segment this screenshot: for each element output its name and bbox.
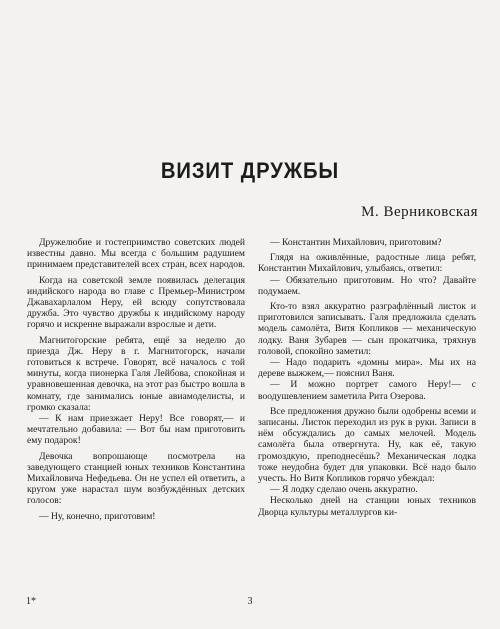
paragraph: Когда на советской земле появилась делегация индийского народа во главе с Премьер-Министром Джавахарлалом Неру, ей всюду сопутствовала дружба. Это чувство дружбы к индийскому народу горячо и искренне выражали взрослые и дети. [27,274,245,331]
paragraph: Кто-то взял аккуратно разграфлённый листок и приготовился записывать. Галя предложила сделать модель самолёта, Витя Копликов — механическую лодку. Ваня Зубарев — сын прокатчика, тряхнув головой, спокойно заметил: [258,301,476,357]
paragraph: Глядя на оживлённые, радостные лица ребят, Константин Михайлович, улыбаясь, ответил: [258,252,476,275]
printer-signature-mark: 1* [26,596,36,607]
left-text-column [27,237,245,522]
paragraph: Дружелюбие и гостеприимство советских людей известны давно. Мы всегда с большим радушием принимаем представителей всех стран, всех народов. [27,237,246,271]
paragraph: Магнитогорские ребята, ещё за неделю до приезда Дж. Неру в г. Магнитогорск, начали готовиться к встрече. Говорят, всё началось с той минуты, когда пионерка Галя Лейбова, спокойная и уравновешенная девочка, на этот раз быстро вошла в комнату, где занимались юные авиамоделисты, и громко сказала: [27,334,245,413]
paragraph: Девочка вопрошающе посмотрела на заведующего станцией юных техников Константина Михайловича Нефедьева. Он не успел ей ответить, а кругом уже нарастал шум возбуждённых детских голосов: [27,450,245,507]
right-text-column [258,237,476,518]
article-author: М. Верниковская [361,204,478,220]
paragraph: — К нам приезжает Неру! Все говорят,— и мечтательно добавила: — Вот бы нам приготовить ему подарок! [27,413,245,447]
paragraph: — Надо подарить «домны мира». Мы их на дереве выжжем,— пояснил Ваня. [258,357,476,380]
paragraph: Все предложения дружно были одобрены всеми и записаны. Листок переходил из рук в руки. Записи в нём обсуждались до самых мелочей. Модель самолёта была отвергнута. Ну, как её, такую громоздкую, преподнесёшь? Механическая лодка тоже неудобна будет для упаковки. Всё надо было учесть. Но Витя Копликов горячо убеждал: [258,405,476,485]
paragraph: — И можно портрет самого Неру!— с воодушевлением заметила Рита Озерова. [258,379,476,402]
paragraph: — Ну, конечно, приготовим! [39,510,156,522]
paragraph: Несколько дней на станции юных техников Дворца культуры металлургов ки- [258,495,476,518]
page-number: 3 [247,596,253,607]
paragraph: — Обязательно приготовим. Но что? Давайте подумаем. [258,274,476,297]
article-title: ВИЗИТ ДРУЖБЫ [160,158,340,183]
paragraph: — Константин Михайлович, приготовим? [270,237,442,248]
paragraph: — Я лодку сделаю очень аккуратно. [270,484,418,496]
